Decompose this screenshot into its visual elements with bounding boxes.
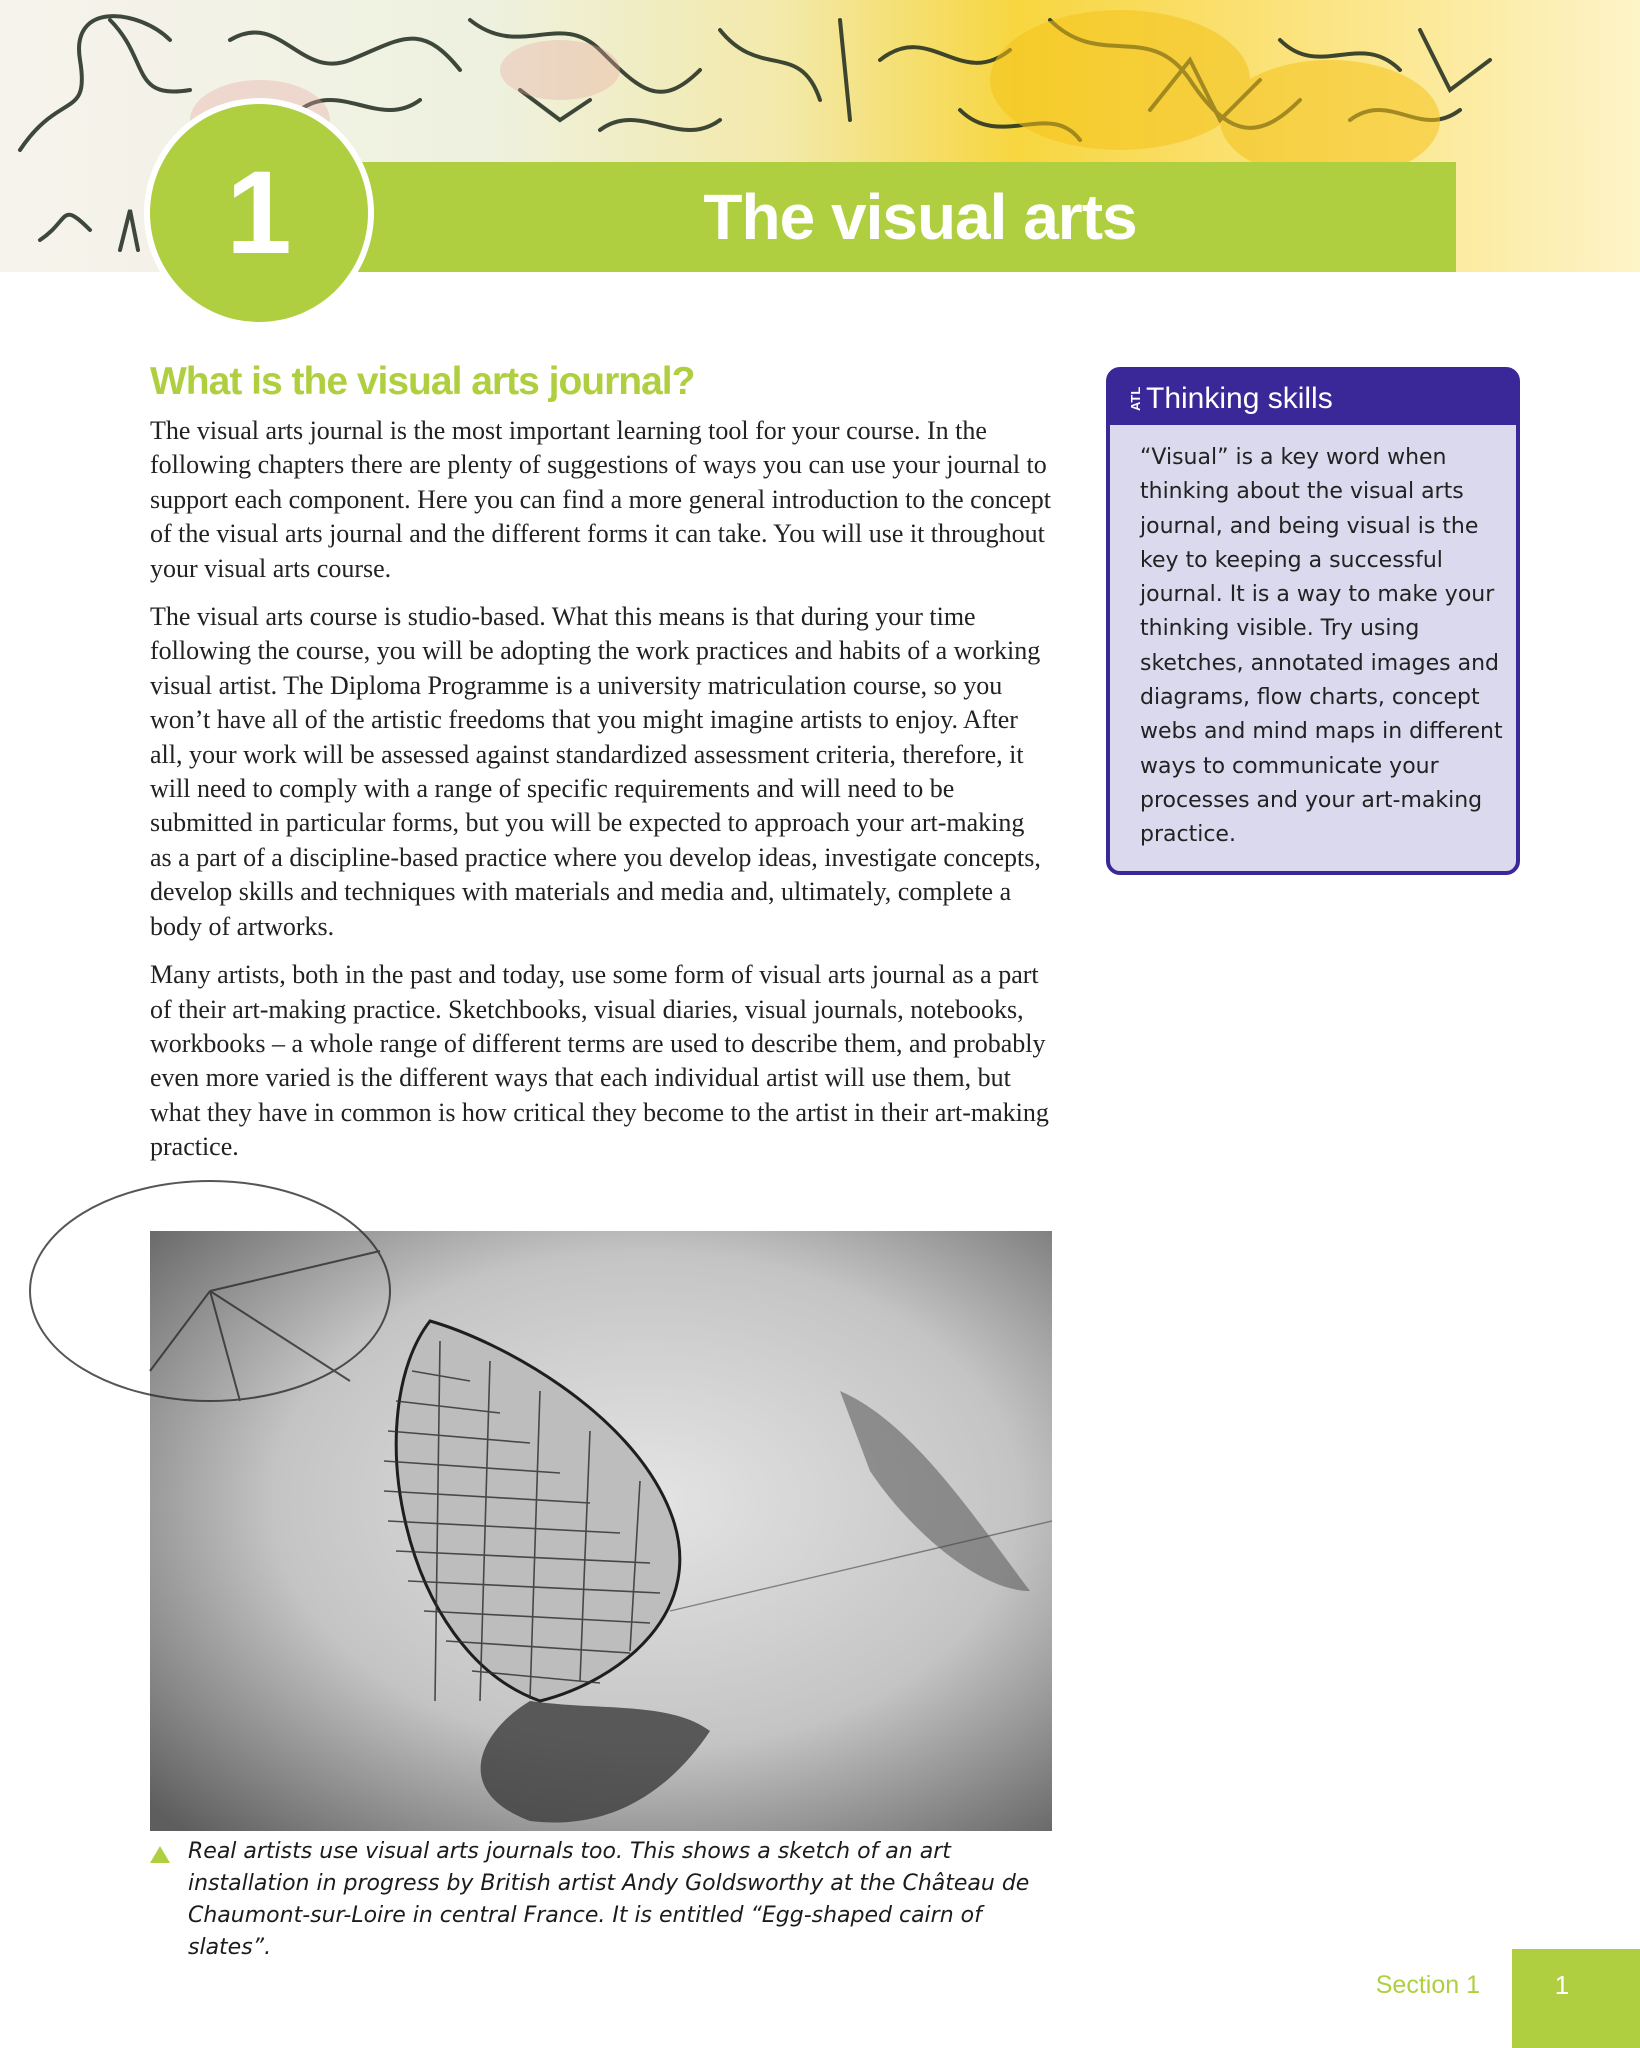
- footer-page-number: 1: [1554, 1970, 1570, 2000]
- chapter-title: The visual arts journal: [703, 181, 1137, 363]
- atl-tag: ATL: [1128, 386, 1143, 412]
- body-paragraph-2: The visual arts course is studio-based. What this means is that during your time following the course, you will be adopting the work practices and habits of a working visual artist. The Diploma Programme is a university matriculation course, so you won’t have all of the artistic freedoms that you might imagine artists to enjoy. After all, your work will be assessed against standardized assessment criteria, therefore, it will need to comply with a range of specific requirements and will need to be submitted in particular forms, but you will be expected to approach your art-making as a part of a discipline-based practice where you develop ideas, investigate concepts, develop skills and techniques with materials and media and, ultimately, complete a body of artworks.: [150, 602, 1041, 941]
- chapter-banner: [0, 0, 1640, 363]
- atl-thinking-skills-box: [1106, 367, 1520, 875]
- body-paragraph-1: The visual arts journal is the most important learning tool for your course. In the following chapters there are plenty of suggestions of ways you can use your journal to support each component. Here you can find a more general introduction to the concept of the visual arts journal and the different forms it can take. You will use it throughout your visual arts course.: [150, 416, 1052, 583]
- chapter-number: 1: [226, 147, 292, 279]
- figure-caption: Real artists use visual arts journals too. This shows a sketch of an art installation in progress by British artist Andy Goldsworthy at the Château de Chaumont-sur-Loire in central France. It is entitled “Egg-shaped cairn of slates”.: [188, 1839, 1030, 1960]
- footer-section-label: Section 1: [1375, 1971, 1480, 1999]
- atl-body: “Visual” is a key word when thinking about the visual arts journal, and being visual is the key to keeping a successful journal. It is a way to make your thinking visible. Try using sketches, annotated images and diagrams, flow charts, concept webs and mind maps in different ways to communicate your processes and your art-making practice.: [1140, 445, 1503, 848]
- caption-triangle-icon: [150, 1846, 170, 1863]
- atl-header: [1110, 371, 1516, 425]
- atl-title: Thinking skills: [1146, 382, 1333, 415]
- section-heading: What is the visual arts journal?: [150, 360, 695, 403]
- egg-shaped-cairn-sketch-image: [150, 1231, 1052, 1831]
- body-paragraph-3: Many artists, both in the past and today, use some form of visual arts journal as a part of their art-making practice. Sketchbooks, visual diaries, visual journals, notebooks, workbooks – a whole range of different terms are used to describe them, and probably even more varied is the different ways that each individual artist will use them, but what they have in common is how critical they become to the artist in their art-making practice.: [150, 960, 1049, 1162]
- sketch-photograph: [150, 1231, 1052, 1831]
- main-column: [150, 360, 1052, 1179]
